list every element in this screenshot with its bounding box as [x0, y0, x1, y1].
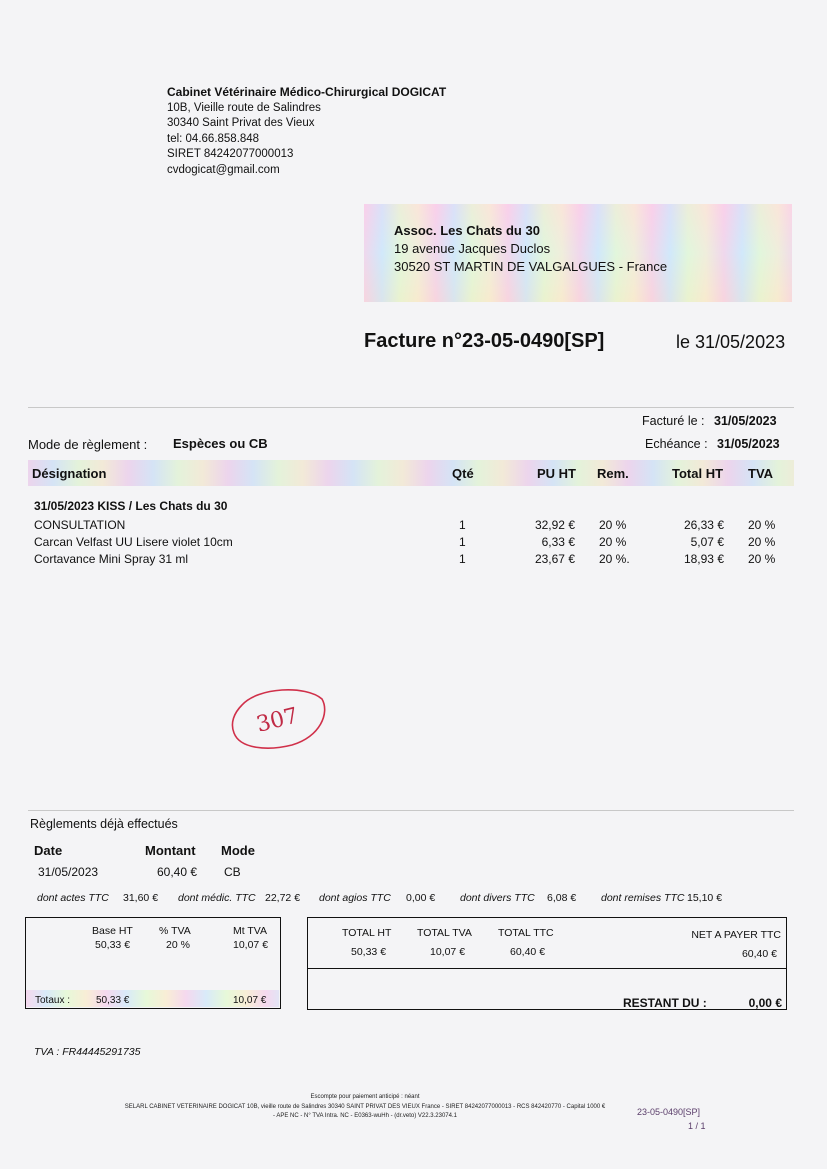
- row-total-ht: 18,93 €: [683, 552, 724, 566]
- row-pu-ht: 23,67 €: [534, 552, 575, 566]
- echeance: [645, 437, 780, 451]
- vat-totaux-mt: 10,07 €: [233, 995, 267, 1006]
- header-designation: Désignation: [32, 466, 107, 481]
- vat-base-value: 50,33 €: [95, 939, 131, 951]
- row-designation: CONSULTATION: [34, 518, 126, 532]
- row-tva: 20 %: [748, 535, 776, 549]
- payment-mode-value: Espèces ou CB: [173, 436, 268, 451]
- agios-value: 0,00 €: [406, 892, 436, 904]
- payment-amount: 60,40 €: [157, 865, 198, 879]
- medic-value: 22,72 €: [265, 892, 301, 904]
- sender-email: cvdogicat@gmail.com: [167, 163, 280, 176]
- row-qte: 1: [459, 552, 466, 566]
- header-rem: Rem.: [597, 466, 629, 481]
- payments-title: Règlements déjà effectués: [30, 817, 178, 831]
- payment-mode: CB: [224, 865, 241, 879]
- footer-registration: - APE NC - N° TVA Intra. NC - E0363-wuHh - (dr.veto) V22.3.23074.1: [273, 1113, 457, 1119]
- row-pu-ht: 6,33 €: [541, 535, 575, 549]
- actes-label: dont actes TTC: [37, 892, 109, 904]
- footer-invoice-ref: 23-05-0490[SP]: [637, 1107, 701, 1117]
- sender-phone: tel: 04.66.858.848: [167, 132, 260, 145]
- payments-header-mode: Mode: [221, 843, 255, 858]
- sender-address-line2: 30340 Saint Privat des Vieux: [167, 117, 315, 129]
- actes-value: 31,60 €: [123, 892, 159, 904]
- tva-number: TVA : FR44445291735: [34, 1046, 141, 1058]
- row-rem: 20 %: [599, 518, 627, 532]
- footer-page-number: 1 / 1: [688, 1121, 706, 1131]
- row-rem: 20 %.: [599, 552, 630, 566]
- summary-box: [307, 917, 787, 969]
- row-total-ht: 26,33 €: [683, 518, 724, 532]
- vat-rate-label: % TVA: [159, 925, 191, 937]
- payment-date: 31/05/2023: [38, 865, 99, 879]
- invoice-date: le 31/05/2023: [676, 332, 786, 352]
- echeance-value: 31/05/2023: [717, 437, 780, 451]
- sender-block: [167, 85, 446, 178]
- row-designation: Cortavance Mini Spray 31 ml: [34, 552, 189, 566]
- vat-rate-value: 20 %: [166, 939, 190, 951]
- echeance-label: Echéance :: [645, 437, 708, 451]
- vat-totaux-label: Totaux :: [35, 995, 71, 1006]
- agios-label: dont agios TTC: [319, 892, 391, 904]
- header-pu-ht: PU HT: [537, 466, 576, 481]
- stamp-number: 307: [253, 703, 301, 738]
- header-tva: TVA: [748, 466, 774, 481]
- row-tva: 20 %: [748, 518, 776, 532]
- remises-value: 15,10 €: [687, 892, 723, 904]
- row-pu-ht: 32,92 €: [534, 518, 575, 532]
- footer-company-info: SELARL CABINET VETERINAIRE DOGICAT 10B, vieille route de Salindres 30340 SAINT PRIVAT DES VIEUX France - SIRET 84242077000013 - RCS 842420770 - Capital 1000 €: [124, 1104, 606, 1110]
- remises-label: dont remises TTC: [601, 892, 685, 904]
- restant-value: 0,00 €: [748, 996, 782, 1010]
- divers-label: dont divers TTC: [460, 892, 535, 904]
- sender-name: Cabinet Vétérinaire Médico-Chirurgical DOGICAT: [167, 85, 447, 99]
- row-qte: 1: [459, 535, 466, 549]
- payments-header-montant: Montant: [145, 843, 196, 858]
- total-ht-label: TOTAL HT: [342, 927, 392, 939]
- net-label: NET A PAYER TTC: [691, 929, 781, 941]
- header-total-ht: Total HT: [672, 466, 724, 481]
- vat-mt-label: Mt TVA: [233, 925, 268, 937]
- vat-totaux-base: 50,33 €: [96, 995, 130, 1006]
- recipient-address-line1: 19 avenue Jacques Duclos: [394, 241, 551, 256]
- row-designation: Carcan Velfast UU Lisere violet 10cm: [34, 535, 233, 549]
- vat-base-label: Base HT: [92, 925, 133, 937]
- restant-label: RESTANT DU :: [623, 996, 707, 1010]
- medic-label: dont médic. TTC: [178, 892, 256, 904]
- sender-address-line1: 10B, Vieille route de Salindres: [167, 101, 321, 114]
- total-ht-value: 50,33 €: [351, 946, 387, 958]
- total-ttc-label: TOTAL TTC: [498, 927, 554, 939]
- total-ttc-value: 60,40 €: [510, 946, 546, 958]
- recipient-block: [364, 204, 792, 302]
- row-qte: 1: [459, 518, 466, 532]
- sender-siret: SIRET 84242077000013: [167, 148, 294, 160]
- row-total-ht: 5,07 €: [690, 535, 724, 549]
- table-header: [28, 460, 794, 486]
- recipient-name: Assoc. Les Chats du 30: [394, 223, 540, 238]
- section-title: 31/05/2023 KISS / Les Chats du 30: [34, 499, 228, 513]
- divider: [28, 810, 794, 811]
- facture-le-value: 31/05/2023: [714, 414, 777, 428]
- invoice-title: Facture n°23-05-0490[SP]: [364, 330, 605, 352]
- facture-le: [642, 414, 777, 428]
- restant-box: [307, 968, 787, 1010]
- recipient-address-line2: 30520 ST MARTIN DE VALGALGUES - France: [394, 259, 668, 274]
- total-tva-value: 10,07 €: [430, 946, 466, 958]
- total-tva-label: TOTAL TVA: [417, 927, 472, 939]
- header-qte: Qté: [452, 466, 474, 481]
- vat-mt-value: 10,07 €: [233, 939, 269, 951]
- row-rem: 20 %: [599, 535, 627, 549]
- payments-header-date: Date: [34, 843, 63, 858]
- payment-mode-label: Mode de règlement :: [28, 437, 148, 452]
- facture-le-label: Facturé le :: [642, 414, 705, 428]
- row-tva: 20 %: [748, 552, 776, 566]
- handwritten-stamp: [228, 683, 328, 753]
- divers-value: 6,08 €: [547, 892, 577, 904]
- divider: [28, 407, 794, 408]
- net-value: 60,40 €: [741, 948, 777, 960]
- footer-escompte: Escompte pour paiement anticipé : néant: [310, 1094, 420, 1100]
